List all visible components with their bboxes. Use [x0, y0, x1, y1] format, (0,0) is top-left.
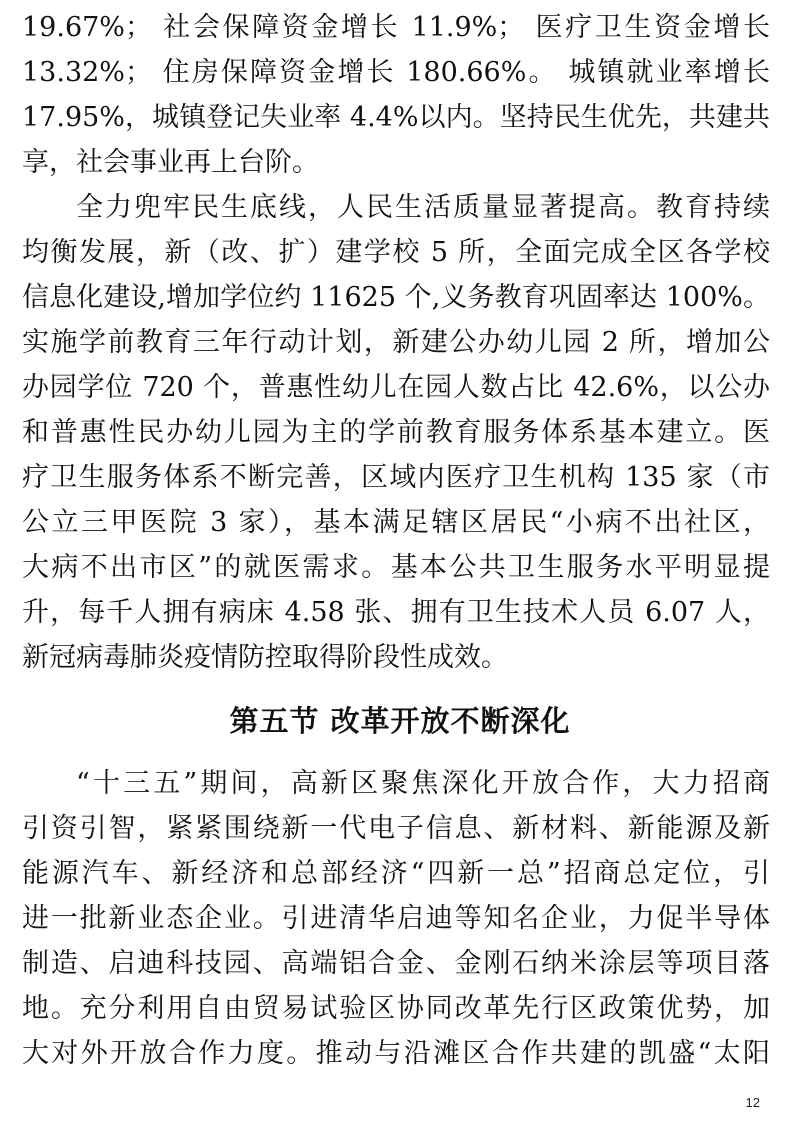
paragraph-line: 地。充分利用自由贸易试验区协同改革先行区政策优势，加	[22, 993, 770, 1024]
paragraph-line: “十三五”期间，高新区聚焦深化开放合作，大力招商	[76, 768, 770, 799]
paragraph-line: 进一批新业态企业。引进清华启迪等知名企业，力促半导体	[22, 903, 770, 934]
paragraph-line: 制造、启迪科技园、高端铝合金、金刚石纳米涂层等项目落	[22, 948, 770, 979]
paragraph-line: 信息化建设,增加学位约 11625 个,义务教育巩固率达 100%。	[22, 282, 770, 313]
paragraph-line: 疗卫生服务体系不断完善，区域内医疗卫生机构 135 家（市	[22, 462, 770, 493]
paragraph-line: 享，社会事业再上台阶。	[22, 147, 319, 178]
section-heading: 第五节 改革开放不断深化	[229, 704, 571, 738]
paragraph-line: 和普惠性民办幼儿园为主的学前教育服务体系基本建立。医	[22, 417, 770, 448]
paragraph-line: 19.67%； 社会保障资金增长 11.9%； 医疗卫生资金增长	[22, 12, 770, 43]
paragraph-line: 能源汽车、新经济和总部经济“四新一总”招商总定位，引	[22, 858, 770, 889]
paragraph-line: 办园学位 720 个，普惠性幼儿在园人数占比 42.6%，以公办	[22, 372, 770, 403]
page-number: 12	[745, 1095, 760, 1110]
paragraph-line: 全力兜牢民生底线，人民生活质量显著提高。教育持续	[76, 192, 770, 223]
paragraph-line: 新冠病毒肺炎疫情防控取得阶段性成效。	[22, 642, 508, 673]
paragraph-line: 升，每千人拥有病床 4.58 张、拥有卫生技术人员 6.07 人，	[22, 597, 770, 628]
paragraph-line: 大病不出市区”的就医需求。基本公共卫生服务水平明显提	[22, 552, 770, 583]
paragraph-line: 13.32%； 住房保障资金增长 180.66%。 城镇就业率增长	[22, 57, 770, 88]
paragraph-line: 引资引智，紧紧围绕新一代电子信息、新材料、新能源及新	[22, 813, 770, 844]
paragraph-line: 大对外开放合作力度。推动与沿滩区合作共建的凯盛“太阳	[22, 1038, 770, 1069]
paragraph-line: 公立三甲医院 3 家），基本满足辖区居民“小病不出社区，	[22, 507, 770, 538]
paragraph-line: 实施学前教育三年行动计划，新建公办幼儿园 2 所，增加公	[22, 327, 770, 358]
paragraph-line: 17.95%，城镇登记失业率 4.4%以内。坚持民生优先，共建共	[22, 102, 770, 133]
paragraph-line: 均衡发展，新（改、扩）建学校 5 所，全面完成全区各学校	[22, 237, 770, 268]
